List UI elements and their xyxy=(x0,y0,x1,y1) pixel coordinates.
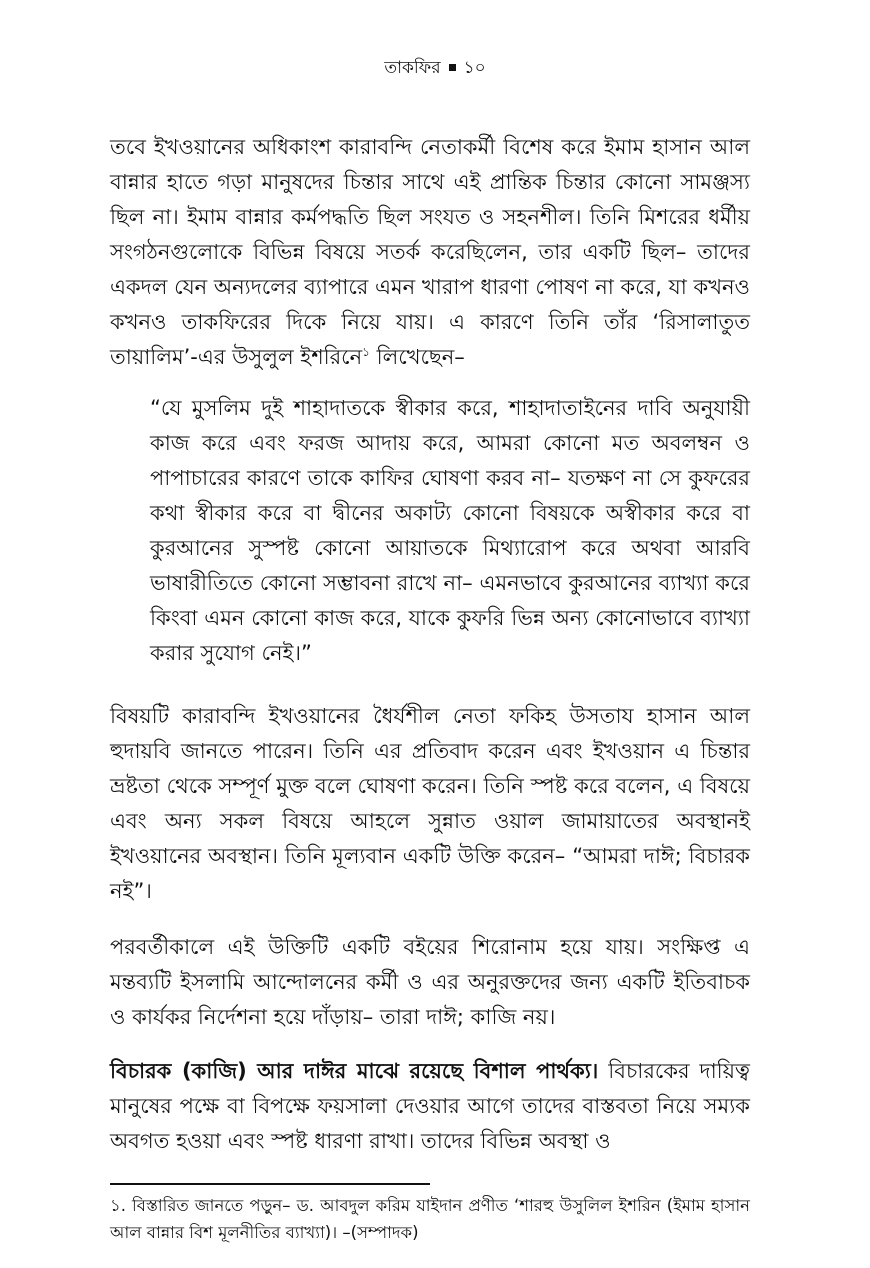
header-separator-square xyxy=(449,64,456,71)
paragraph-4-rest: বিচারকের দায়িত্ব মানুষের পক্ষে বা বিপক্ষে ফয়সালা দেওয়ার আগে তাদের বাস্তবতা নিয়ে সম্যক অবগত হওয়া এবং স্পষ্ট ধারণা রাখা। তাদের বিভিন্ন অবস্থা ও xyxy=(110,1059,750,1153)
running-header xyxy=(0,56,870,80)
paragraph-3: পরবর্তীকালে এই উক্তিটি একটি বইয়ের শিরোনাম হয়ে যায়। সংক্ষিপ্ত এ মন্তব্যটি ইসলামি আন্দোলনের কর্মী ও এর অনুরক্তদের জন্য একটি ইতিবাচক ও কার্যকর নির্দেশনা হয়ে দাঁড়ায়– তারা দাঈ; কাজি নয়। xyxy=(110,935,750,1029)
paragraph-1 xyxy=(110,130,750,375)
paragraph-4 xyxy=(110,1054,750,1159)
page-number: ১০ xyxy=(463,58,486,78)
paragraph-4-bold-lead: বিচারক (কাজি) আর দাঈর মাঝে রয়েছে বিশাল পার্থক্য। xyxy=(110,1059,599,1083)
paragraph-1-tail: লিখেছেন– xyxy=(369,345,465,369)
footnote: ১. বিস্তারিত জানতে পড়ুন– ড. আবদুল করিম যাইদান প্রণীত ‘শারহু উসুলিল ইশরিন (ইমাম হাসান আল বান্নার বিশ মূলনীতির ব্যাখ্যা)। –(সম্পাদক) xyxy=(110,1196,750,1242)
header-title: তাকফির xyxy=(384,58,441,78)
footnote-divider xyxy=(110,1183,430,1185)
block-quote: “যে মুসলিম দুই শাহাদাতকে স্বীকার করে, শাহাদাতাইনের দাবি অনুযায়ী কাজ করে এবং ফরজ আদায় করে, আমরা কোনো মত অবলম্বন ও পাপাচারের কারণে তাকে কাফির ঘোষণা করব না– যতক্ষণ না সে কুফরের কথা স্বীকার করে বা দ্বীনের অকাট্য কোনো বিষয়কে অস্বীকার করে বা কুরআনের সুস্পষ্ট কোনো আয়াতকে মিথ্যারোপ করে অথবা আরবি ভাষারীতিতে কোনো সম্ভাবনা রাখে না– এমনভাবে কুরআনের ব্যাখ্যা করে কিংবা এমন কোনো কাজ করে, যাকে কুফরি ভিন্ন অন্য কোনোভাবে ব্যাখ্যা করার সুযোগ নেই।” xyxy=(150,396,750,665)
paragraph-1-text: তবে ইখওয়ানের অধিকাংশ কারাবন্দি নেতাকর্মী বিশেষ করে ইমাম হাসান আল বান্নার হাতে গড়া মানুষদের চিন্তার সাথে এই প্রান্তিক চিন্তার কোনো সামঞ্জস্য ছিল না। ইমাম বান্নার কর্মপদ্ধতি ছিল সংযত ও সহনশীল। তিনি মিশরের ধর্মীয় সংগঠনগুলোকে বিভিন্ন বিষয়ে সতর্ক করেছিলেন, তার একটি ছিল– তাদের একদল যেন অন্যদলের ব্যাপারে এমন খারাপ ধারণা পোষণ না করে, যা কখনও কখনও তাকফিরের দিকে নিয়ে যায়। এ কারণে তিনি তাঁর ‘রিসালাতুত তায়ালিম’-এর উসুলুল ইশরিনে xyxy=(110,135,750,369)
footnote-reference-mark: ১ xyxy=(362,345,370,359)
paragraph-2: বিষয়টি কারাবন্দি ইখওয়ানের ধৈর্যশীল নেতা ফকিহ উসতায হাসান আল হুদায়বি জানতে পারেন। তিনি এর প্রতিবাদ করেন এবং ইখওয়ান এ চিন্তার ভ্রষ্টতা থেকে সম্পূর্ণ মুক্ত বলে ঘোষণা করেন। তিনি স্পষ্ট করে বলেন, এ বিষয়ে এবং অন্য সকল বিষয়ে আহলে সুন্নাত ওয়াল জামায়াতের অবস্থানই ইখওয়ানের অবস্থান। তিনি মূল্যবান একটি উক্তি করেন– “আমরা দাঈ; বিচারক নই”। xyxy=(110,704,750,903)
